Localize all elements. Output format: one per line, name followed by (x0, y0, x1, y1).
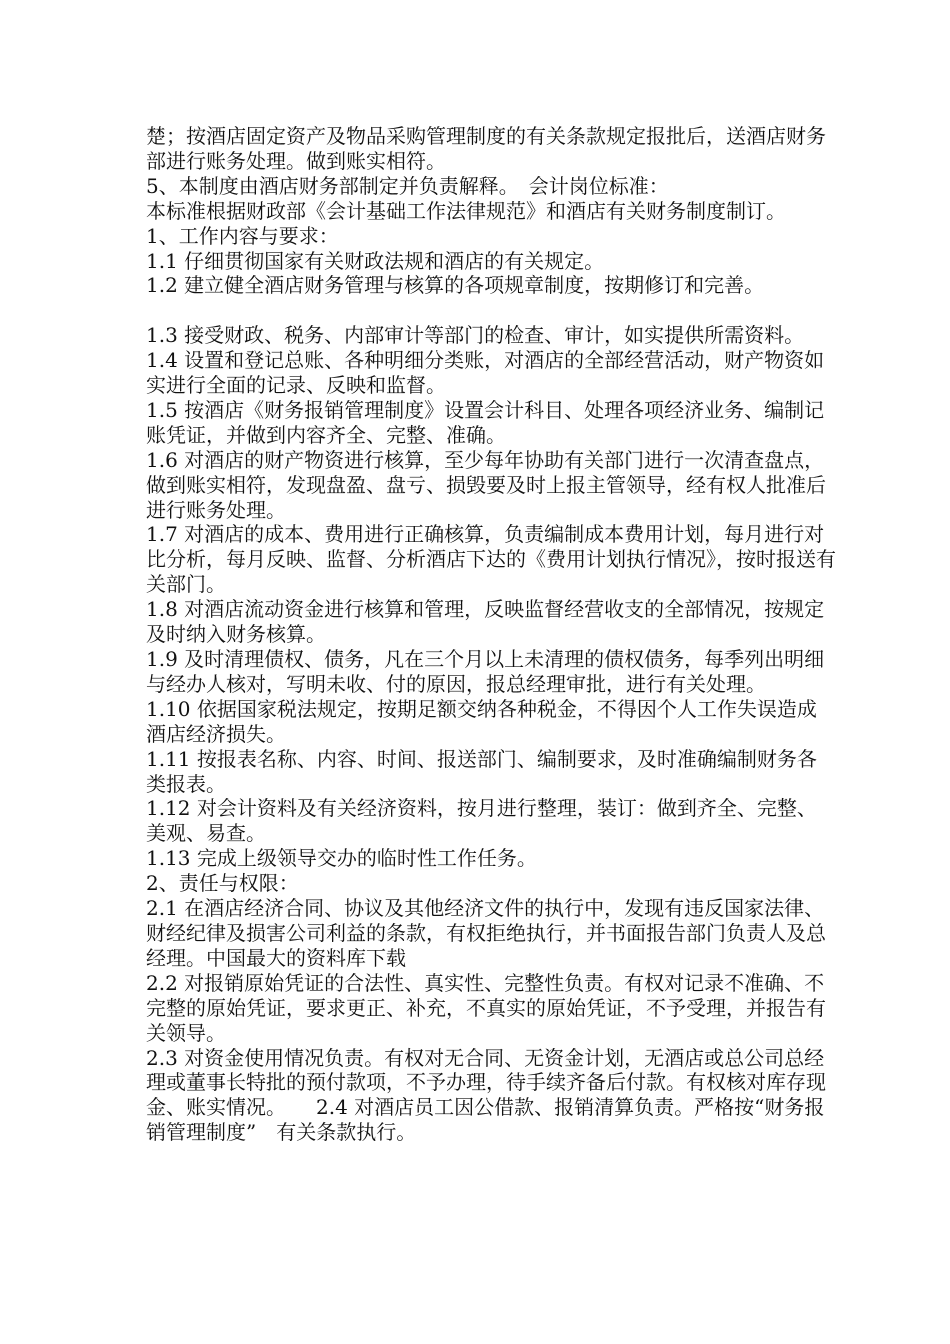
heading-responsibility: 2、责任与权限： (146, 871, 299, 896)
paragraph-1-9: 1.9 及时清理债权、债务，凡在三个月以上未清理的债权债务，每季列出明细与经办人核对，写明未收、付的原因，报总经理审批，进行有关处理。 (146, 647, 825, 696)
paragraph-1-8: 1.8 对酒店流动资金进行核算和管理，反映监督经营收支的全部情况，按规定及时纳入财务核算。 (146, 597, 825, 647)
paragraph-1-4: 1.4 设置和登记总账、各种明细分类账，对酒店的全部经营活动，财产物资如实进行全面的记录、反映和监督。 (146, 348, 825, 398)
paragraph-1-1: 1.1 仔细贯彻国家有关财政法规和酒店的有关规定。 (146, 248, 605, 273)
paragraph-1-6: 1.6 对酒店的财产物资进行核算，至少每年协助有关部门进行一次清查盘点，做到账实相符，发现盘盈、盘亏、损毁要及时上报主管领导，经有权人批准后进行账务处理。 (146, 447, 826, 522)
paragraph-2-3: 2.3 对资金使用情况负责。有权对无合同、无资金计划，无酒店或总公司总经理或董事长特批的预付款项，不予办理，待手续齐备后付款。有权核对库存现金、账实情况。 2.4 对酒店员工因公借款、报销清算负责。严格按“财务报销管理制度” 有关条款执行。 (146, 1045, 826, 1145)
paragraph-standard-basis: 本标准根据财政部《会计基础工作法律规范》和酒店有关财务制度制订。 (146, 198, 786, 223)
paragraph-2-2: 2.2 对报销原始凭证的合法性、真实性、完整性负责。有权对记录不准确、不完整的原始凭证，要求更正、补充，不真实的原始凭证，不予受理，并报告有关领导。 (146, 970, 826, 1045)
paragraph-1-13: 1.13 完成上级领导交办的临时性工作任务。 (146, 846, 537, 871)
paragraph-2-1: 2.1 在酒店经济合同、协议及其他经济文件的执行中，发现有违反国家法律、财经纪律及损害公司利益的条款，有权拒绝执行，并书面报告部门负责人及总经理。中国最大的资料库下载 (146, 896, 826, 970)
paragraph-1-2: 1.2 建立健全酒店财务管理与核算的各项规章制度，按期修订和完善。 (146, 273, 765, 298)
paragraph-asset-procurement: 楚；按酒店固定资产及物品采购管理制度的有关条款规定报批后，送酒店财务部进行账务处理。做到账实相符。 (146, 124, 826, 173)
paragraph-1-3: 1.3 接受财政、税务、内部审计等部门的检查、审计，如实提供所需资料。 (146, 323, 805, 348)
paragraph-1-10: 1.10 依据国家税法规定，按期足额交纳各种税金，不得因个人工作失误造成酒店经济损失。 (146, 696, 817, 746)
heading-work-content: 1、工作内容与要求： (146, 223, 339, 248)
paragraph-1-11: 1.11 按报表名称、内容、时间、报送部门、编制要求，及时准确编制财务各类报表。 (146, 746, 817, 796)
paragraph-1-7: 1.7 对酒店的成本、费用进行正确核算，负责编制成本费用计划，每月进行对比分析，每月反映、监督、分析酒店下达的《费用计划执行情况》，按时报送有关部门。 (146, 522, 836, 597)
blank-line (146, 298, 836, 323)
paragraph-1-12: 1.12 对会计资料及有关经济资料，按月进行整理，装订：做到齐全、完整、美观、易查。 (146, 796, 817, 846)
document-body (146, 124, 836, 1145)
paragraph-clause-5: 5、本制度由酒店财务部制定并负责解释。 会计岗位标准： (146, 173, 669, 198)
paragraph-1-5: 1.5 按酒店《财务报销管理制度》设置会计科目、处理各项经济业务、编制记账凭证，并做到内容齐全、完整、准确。 (146, 397, 825, 447)
